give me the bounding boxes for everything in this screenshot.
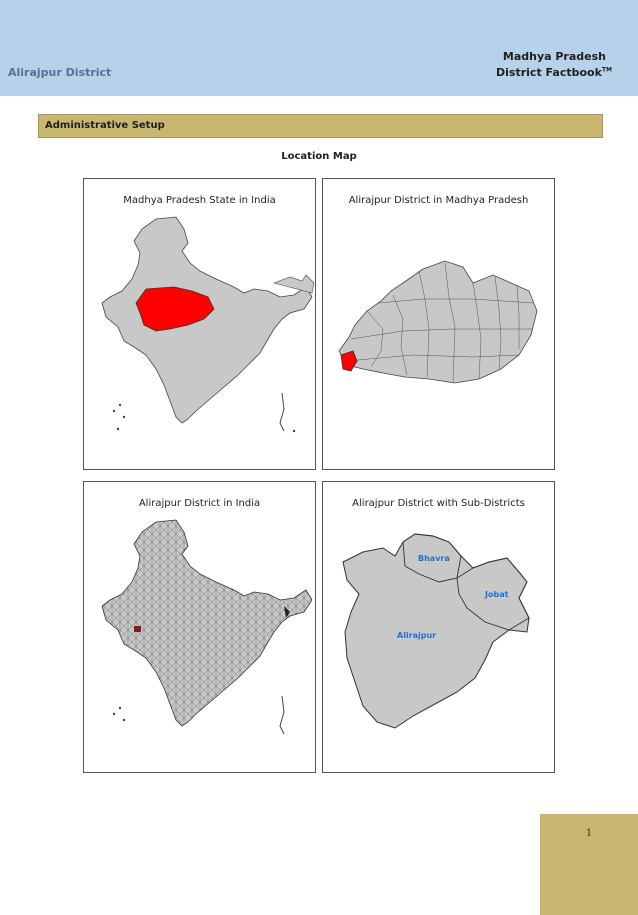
india-district-map [84, 482, 317, 774]
map-panel-district-in-india [83, 481, 316, 773]
section-title: Administrative Setup [45, 120, 165, 131]
panel-title: Alirajpur District with Sub-Districts [352, 498, 525, 509]
alirajpur-highlight [341, 351, 357, 371]
map-panel-mp-in-india [83, 178, 316, 470]
page-number: 1 [585, 828, 593, 839]
map-panel-sub-districts [322, 481, 555, 773]
state-title: Madhya Pradesh [502, 50, 606, 63]
label-alirajpur: Alirajpur [397, 631, 437, 640]
panel-title: Alirajpur District in Madhya Pradesh [348, 195, 529, 206]
page-header [0, 0, 638, 96]
panel-title: Alirajpur District in India [138, 498, 261, 509]
district-title: Alirajpur District [8, 66, 112, 79]
label-bhavra: Bhavra [418, 554, 450, 563]
label-jobat: Jobat [485, 590, 509, 599]
sub-district-map [323, 482, 556, 774]
mp-district-map [323, 179, 556, 471]
alirajpur-marker [134, 626, 141, 632]
india-state-map [84, 179, 317, 471]
factbook-label: District Factbook [496, 66, 602, 79]
map-panel-district-in-mp [322, 178, 555, 470]
panel-title: Madhya Pradesh State in India [123, 195, 276, 206]
page-number-box [540, 814, 638, 915]
trademark-mark: TM [601, 66, 612, 74]
section-heading [38, 114, 603, 138]
location-map-title: Location Map [281, 151, 357, 162]
factbook-title [496, 66, 612, 79]
